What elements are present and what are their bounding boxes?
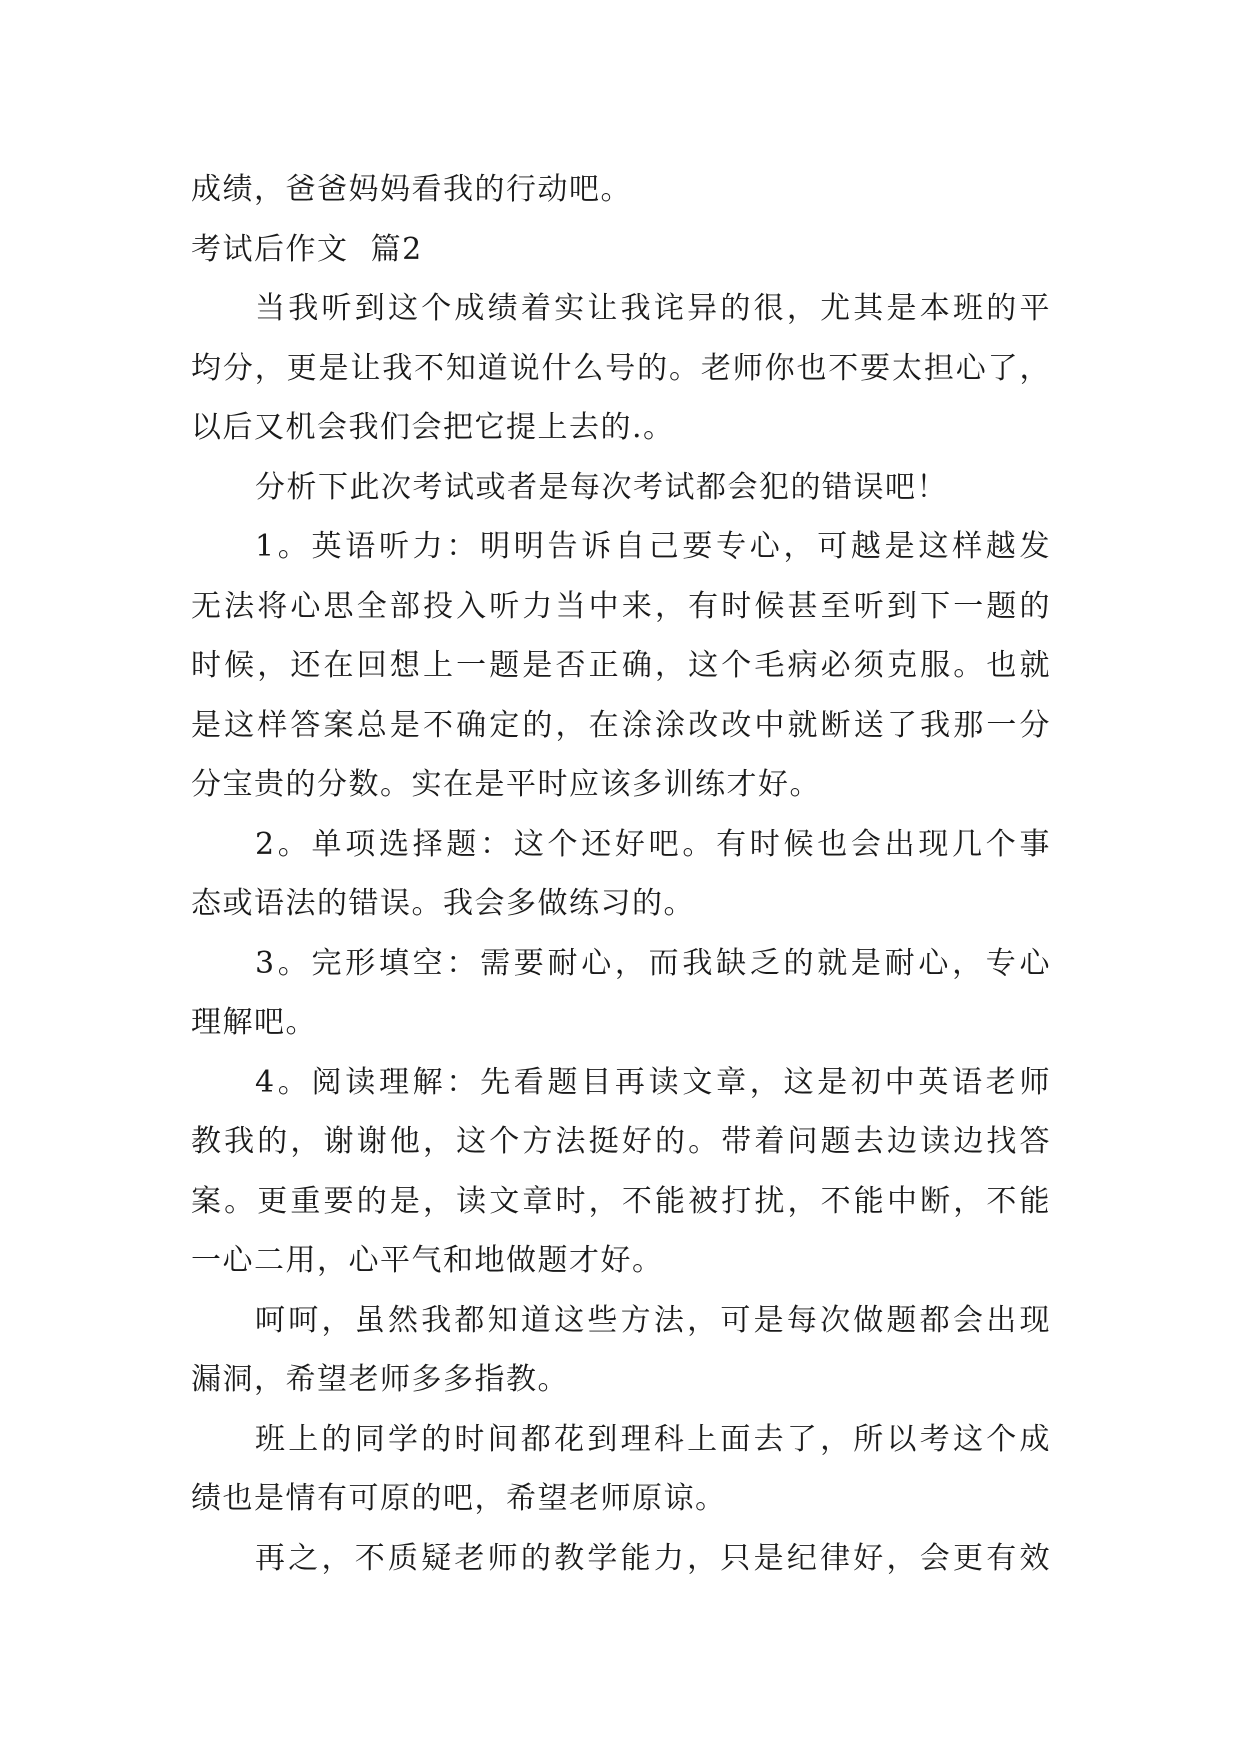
section-heading: 考试后作文 篇2 (191, 231, 423, 267)
text-line: 绩也是情有可原的吧，希望老师原谅。 (191, 1481, 727, 1516)
text-line: 以后又机会我们会把它提上去的.。 (191, 410, 675, 445)
text-line: 一心二用，心平气和地做题才好。 (191, 1243, 664, 1278)
text-line: 班上的同学的时间都花到理科上面去了，所以考这个成 (255, 1421, 1051, 1457)
text-line: 无法将心思全部投入听力当中来，有时候甚至听到下一题的 (191, 588, 1051, 624)
text-line: 4。阅读理解：先看题目再读文章，这是初中英语老师 (255, 1064, 1051, 1100)
text-line: 均分，更是让我不知道说什么号的。老师你也不要太担心了， (191, 350, 1051, 386)
text-line: 案。更重要的是，读文章时，不能被打扰，不能中断，不能 (191, 1183, 1051, 1219)
text-line: 2。单项选择题：这个还好吧。有时候也会出现几个事 (255, 826, 1051, 862)
text-line: 分宝贵的分数。实在是平时应该多训练才好。 (191, 767, 821, 802)
text-line: 教我的，谢谢他，这个方法挺好的。带着问题去边读边找答 (191, 1124, 1051, 1159)
document-page (191, 160, 1051, 1588)
text-line: 理解吧。 (191, 1005, 317, 1040)
text-line: 漏洞，希望老师多多指教。 (191, 1362, 569, 1397)
text-line: 态或语法的错误。我会多做练习的。 (191, 886, 695, 921)
text-line: 成绩，爸爸妈妈看我的行动吧。 (191, 172, 632, 207)
text-line: 呵呵，虽然我都知道这些方法，可是每次做题都会出现 (255, 1302, 1051, 1338)
text-line: 再之，不质疑老师的教学能力，只是纪律好，会更有效 (255, 1540, 1051, 1576)
text-line: 是这样答案总是不确定的，在涂涂改改中就断送了我那一分 (191, 707, 1051, 743)
text-line: 1。英语听力：明明告诉自己要专心，可越是这样越发 (255, 529, 1051, 564)
text-line: 3。完形填空：需要耐心，而我缺乏的就是耐心，专心 (255, 945, 1051, 981)
text-line: 时候，还在回想上一题是否正确，这个毛病必须克服。也就 (191, 648, 1051, 683)
text-line: 当我听到这个成绩着实让我诧异的很，尤其是本班的平 (255, 291, 1051, 326)
text-line: 分析下此次考试或者是每次考试都会犯的错误吧！ (255, 469, 948, 505)
